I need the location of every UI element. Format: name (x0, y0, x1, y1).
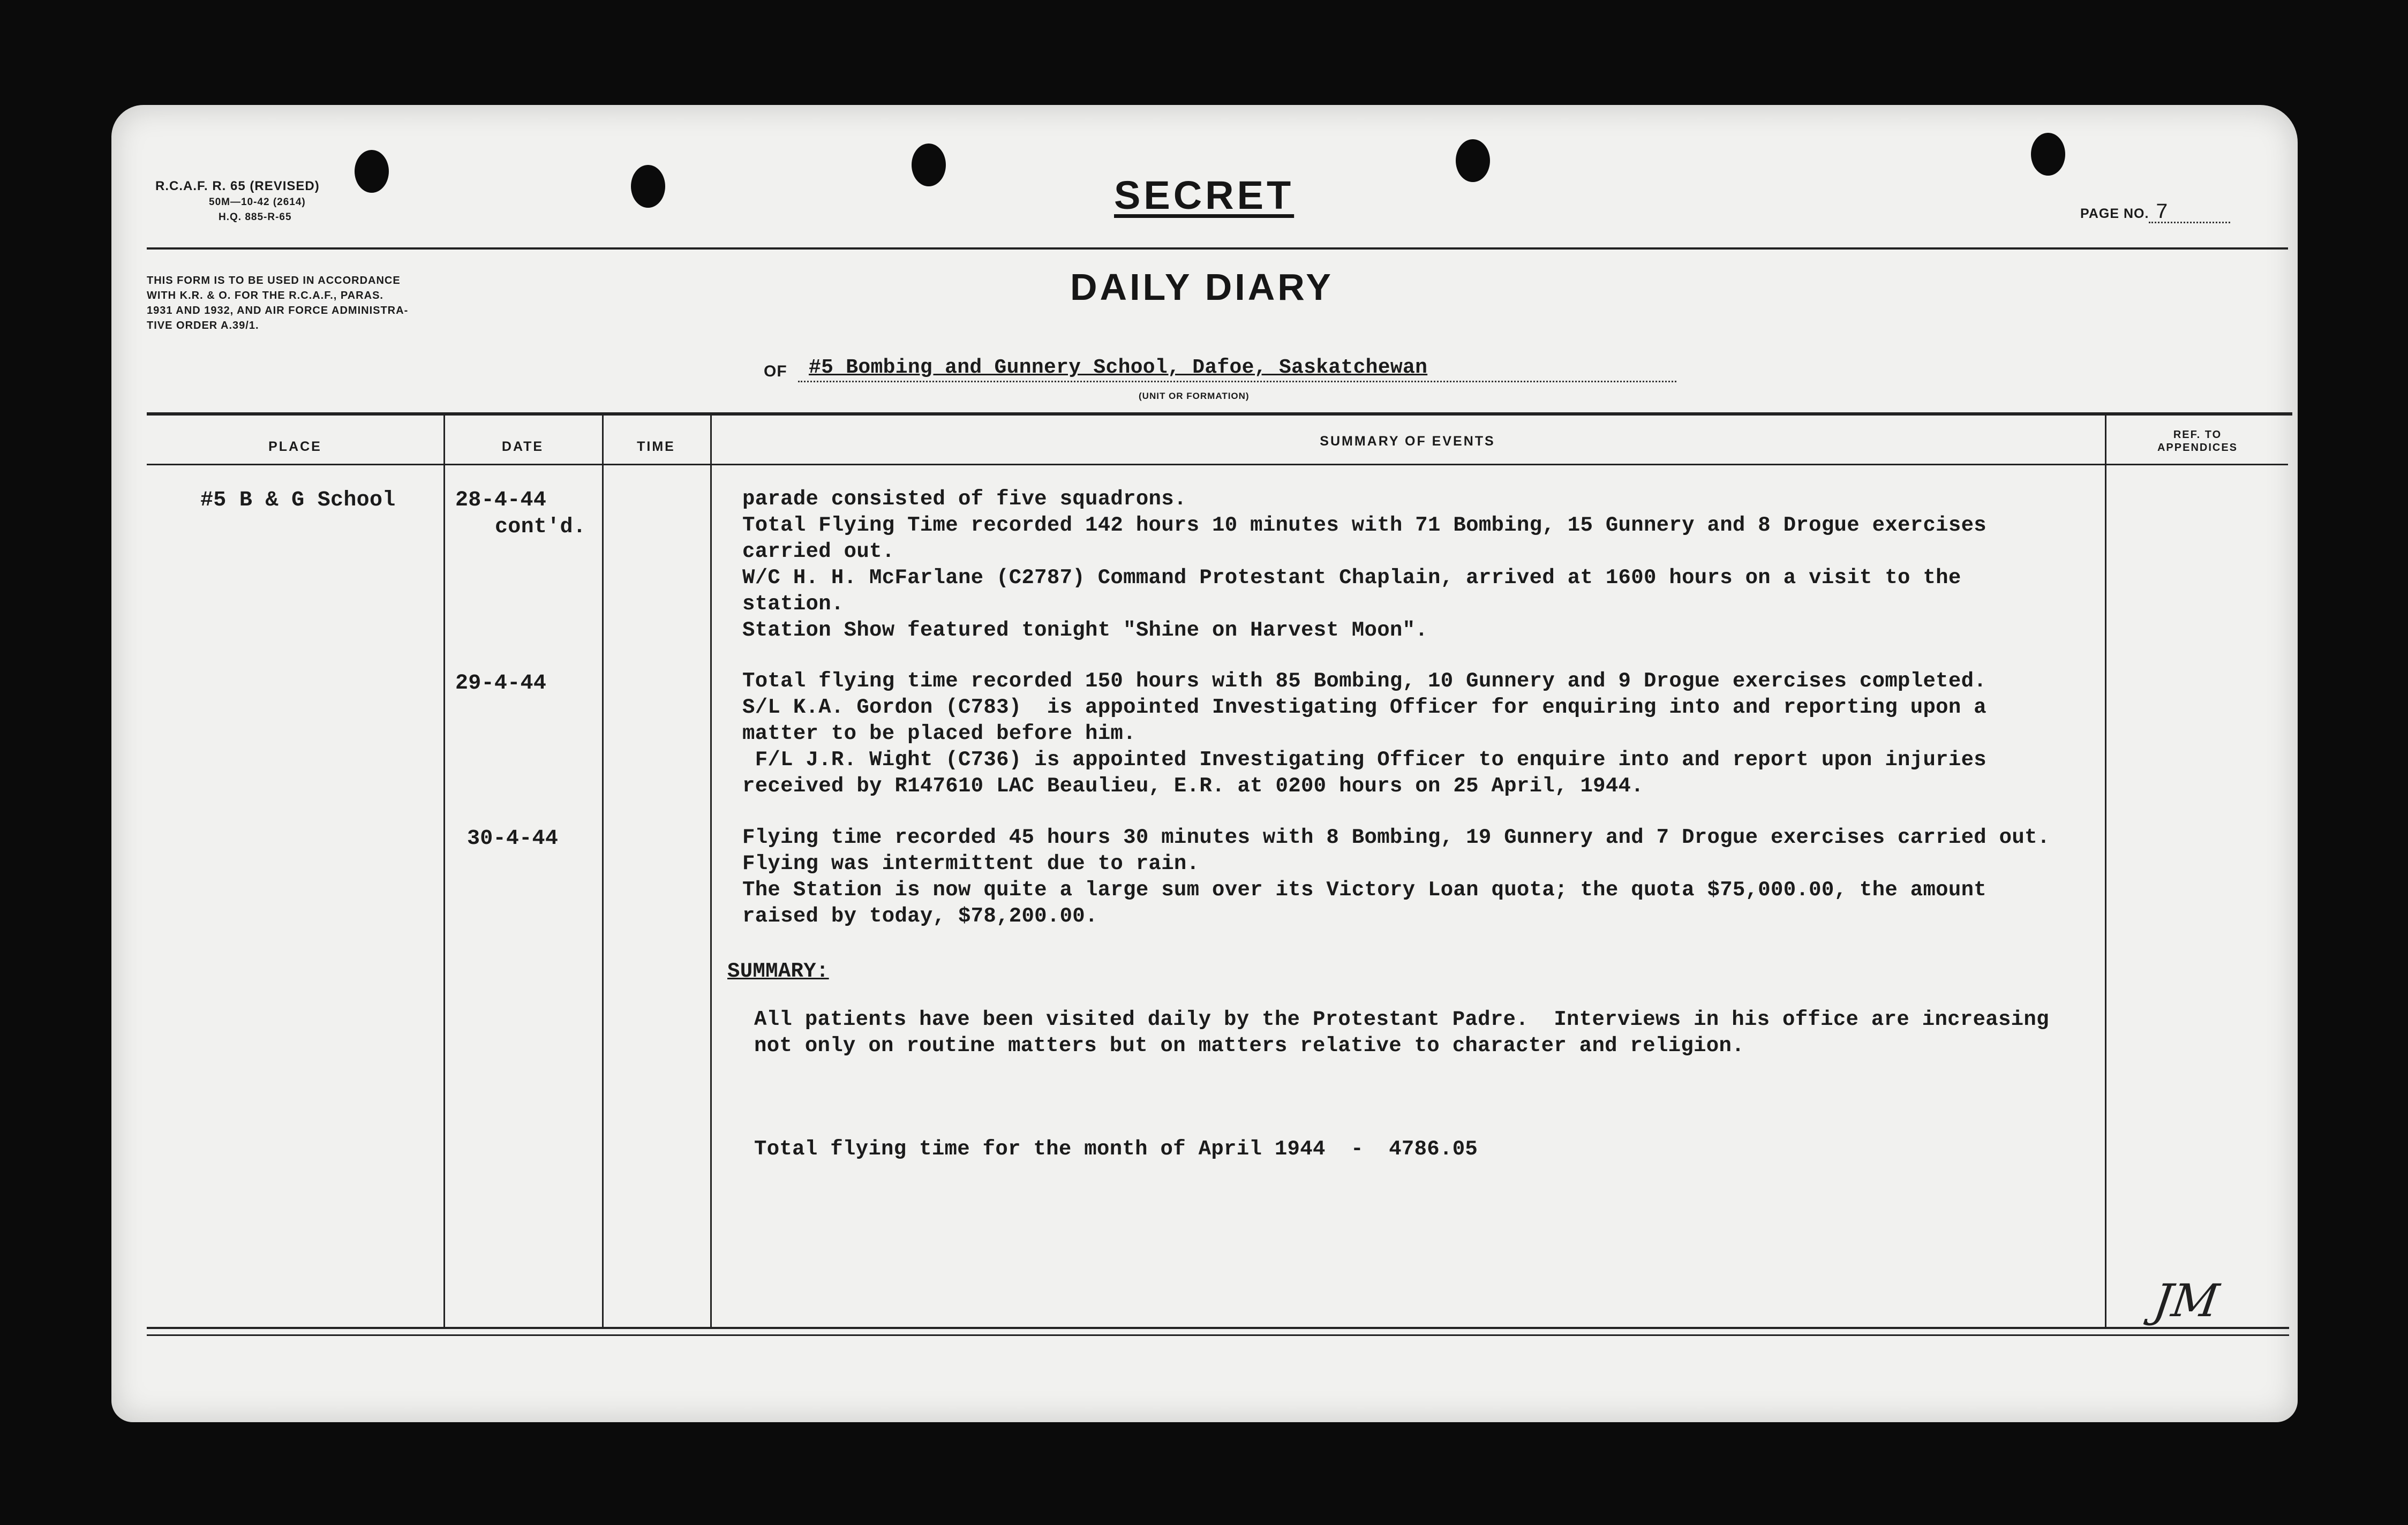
date-cell: 29-4-44 (455, 671, 547, 696)
form-instructions (147, 273, 408, 333)
unit-name: #5 Bombing and Gunnery School, Dafoe, Saskatchewan (809, 356, 1428, 379)
punch-hole (912, 144, 946, 186)
classification: SECRET (1114, 173, 1295, 217)
column-divider (2105, 416, 2106, 1328)
punch-hole (2031, 133, 2065, 176)
form-number: R.C.A.F. R. 65 (REVISED) (155, 179, 320, 193)
unit-name-field (798, 354, 1676, 382)
column-header-time: TIME (637, 439, 675, 454)
punch-hole (631, 165, 665, 208)
date-cell: 30-4-44 (467, 827, 559, 851)
summary-line: All patients have been visited daily by the Protestant Padre. Interviews in his office are increasing (754, 1008, 2049, 1031)
print-code: 50M—10-42 (2614) (209, 197, 306, 208)
entry-line: Flying time recorded 45 hours 30 minutes with 8 Bombing, 19 Gunnery and 7 Drogue exercises carried out. (742, 826, 2050, 849)
date-note: cont'd. (495, 515, 586, 539)
page-title: DAILY DIARY (1070, 266, 1334, 308)
entry-text (742, 825, 2050, 930)
table-bottom-rule-2 (147, 1334, 2289, 1336)
column-divider (443, 416, 445, 1328)
entry-line: Station Show featured tonight "Shine on Harvest Moon". (742, 618, 1428, 642)
instruction-line: THIS FORM IS TO BE USED IN ACCORDANCE (147, 275, 401, 286)
punch-hole (1456, 139, 1490, 182)
column-header-place: PLACE (268, 439, 322, 454)
unit-caption: (UNIT OR FORMATION) (1139, 391, 1250, 401)
page-number: 7 (2149, 205, 2230, 223)
entry-line: S/L K.A. Gordon (C783) is appointed Investigating Officer for enquiring into and reporting upon a (742, 696, 1986, 719)
page-number-label (2080, 201, 2230, 225)
entry-line: Total flying time recorded 150 hours with 85 Bombing, 10 Gunnery and 9 Drogue exercises completed. (742, 669, 1986, 693)
entry-line: Flying was intermittent due to rain. (742, 852, 1200, 875)
of-label: OF (764, 363, 787, 380)
initials-signature: JM (2150, 1274, 2222, 1327)
column-header-date: DATE (501, 439, 544, 454)
column-header-rule (147, 464, 2288, 465)
column-header-ref (2105, 428, 2290, 454)
column-divider (710, 416, 712, 1328)
date-cell: 28-4-44 (455, 488, 547, 512)
instruction-line: TIVE ORDER A.39/1. (147, 320, 259, 331)
entry-line: raised by today, $78,200.00. (742, 904, 1098, 928)
entry-line: Total Flying Time recorded 142 hours 10 minutes with 71 Bombing, 15 Gunnery and 8 Drogue exercises (742, 514, 1986, 537)
instruction-line: WITH K.R. & O. FOR THE R.C.A.F., PARAS. (147, 290, 383, 301)
table-top-rule (147, 412, 2292, 416)
entry-line: W/C H. H. McFarlane (C2787) Command Protestant Chaplain, arrived at 1600 hours on a visit to the (742, 566, 1961, 590)
summary-heading: SUMMARY: (727, 960, 829, 983)
entry-line: F/L J.R. Wight (C736) is appointed Investigating Officer to enquire into and report upon injuries (742, 748, 1986, 772)
entry-line: matter to be placed before him. (742, 722, 1136, 745)
summary-line: not only on routine matters but on matters relative to character and religion. (754, 1034, 1744, 1058)
punch-hole (355, 150, 389, 193)
column-divider (602, 416, 604, 1328)
page-label: PAGE NO. (2080, 206, 2149, 221)
instruction-line: 1931 AND 1932, AND AIR FORCE ADMINISTRA- (147, 305, 409, 316)
diary-page (111, 105, 2298, 1422)
entry-text (742, 486, 1986, 644)
entry-line: carried out. (742, 540, 895, 563)
ref-line: REF. TO (2173, 429, 2222, 441)
ref-line: APPENDICES (2157, 442, 2238, 454)
entry-line: received by R147610 LAC Beaulieu, E.R. at 0200 hours on 25 April, 1944. (742, 774, 1644, 798)
table-bottom-rule (147, 1327, 2289, 1329)
summary-text (754, 1007, 2049, 1059)
entry-text (742, 668, 1986, 799)
entry-line: station. (742, 592, 844, 616)
hq-reference: H.Q. 885-R-65 (219, 212, 292, 223)
header-rule (147, 247, 2288, 250)
column-header-summary: SUMMARY OF EVENTS (1320, 434, 1495, 449)
entry-line: parade consisted of five squadrons. (742, 487, 1187, 511)
entry-line: The Station is now quite a large sum over its Victory Loan quota; the quota $75,000.00, the amount (742, 878, 1986, 902)
monthly-total: Total flying time for the month of April 1944 - 4786.05 (754, 1137, 1478, 1161)
place-cell: #5 B & G School (200, 488, 396, 512)
